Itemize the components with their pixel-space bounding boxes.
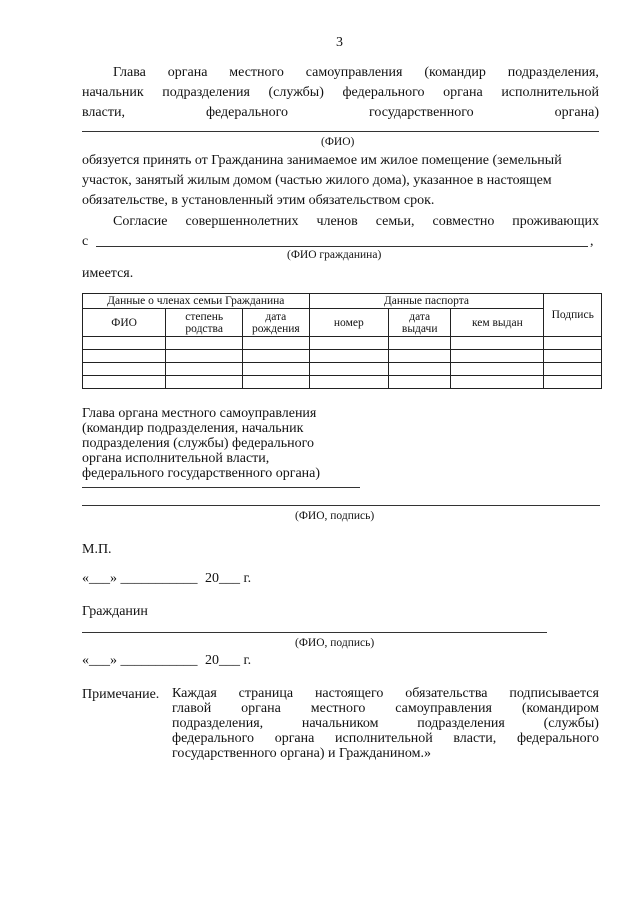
col-relation <box>166 309 243 337</box>
word: подразделения, <box>172 716 264 731</box>
table-row <box>83 376 602 389</box>
table-row <box>83 350 602 363</box>
consent-suffix: , <box>590 234 594 249</box>
word: Глава <box>113 65 146 80</box>
head-block <box>82 406 320 481</box>
col-relation-line-2: родства <box>185 322 223 335</box>
col-birth-line-2: рождения <box>251 322 300 335</box>
word: семьи, <box>375 214 415 229</box>
table-cell[interactable] <box>389 337 451 350</box>
word: местного <box>229 65 284 80</box>
word: исполнительной <box>335 731 433 746</box>
table-cell[interactable] <box>83 350 166 363</box>
head-line-1: Глава органа местного самоуправления <box>82 406 317 421</box>
table-cell[interactable] <box>309 350 389 363</box>
consent-available: имеется. <box>82 266 134 281</box>
table-cell[interactable] <box>451 337 544 350</box>
table-cell[interactable] <box>309 376 389 389</box>
word: начальник <box>82 85 144 100</box>
family-fio-caption: (ФИО гражданина) <box>287 249 382 261</box>
word: федерального <box>172 731 255 746</box>
word: страница <box>238 686 294 701</box>
table-cell[interactable] <box>83 337 166 350</box>
word: (командиром <box>521 701 599 716</box>
year-prefix: 20 <box>205 653 219 668</box>
word: исполнительной <box>501 85 599 100</box>
day-blank[interactable]: ___ <box>89 653 110 668</box>
citizen-label: Гражданин <box>82 604 148 619</box>
consent-line-1 <box>113 213 599 231</box>
day-blank[interactable]: ___ <box>89 571 110 586</box>
word: главой <box>172 701 212 716</box>
quote-close: » <box>110 653 117 668</box>
word: Согласие <box>113 214 168 229</box>
citizen-signature-caption: (ФИО, подпись) <box>295 637 375 649</box>
head-signature-line-2 <box>82 505 600 506</box>
passport-data-header: Данные паспорта <box>309 294 544 309</box>
word: государственного <box>368 105 474 120</box>
word: федерального <box>342 85 425 100</box>
head-line-3: подразделения (службы) федерального <box>82 436 315 451</box>
table-cell[interactable] <box>166 363 243 376</box>
col-number: номер <box>309 309 389 337</box>
word: местного <box>310 701 366 716</box>
word: органа <box>167 65 208 80</box>
month-blank[interactable]: ___________ <box>120 571 198 586</box>
col-fio: ФИО <box>83 309 166 337</box>
word: подразделения <box>417 716 505 731</box>
col-issue-date <box>389 309 451 337</box>
word: самоуправления <box>305 65 403 80</box>
table-cell[interactable] <box>544 337 602 350</box>
seal-placeholder: М.П. <box>82 542 112 557</box>
word: власти, <box>453 731 497 746</box>
word: проживающих <box>512 214 599 229</box>
note-line-5: государственного органа) и Гражданином.» <box>172 746 431 761</box>
year-suffix: г. <box>243 571 252 586</box>
word: органа) <box>554 105 599 120</box>
word: совместно <box>432 214 495 229</box>
word: органа <box>274 731 315 746</box>
page-number: 3 <box>336 35 343 50</box>
date-line-1 <box>82 570 251 588</box>
table-row <box>83 363 602 376</box>
word: совершеннолетних <box>185 214 299 229</box>
word: власти, <box>82 105 125 120</box>
word: членов <box>316 214 358 229</box>
word: органа <box>241 701 281 716</box>
intro-line-2 <box>82 84 599 102</box>
word: подписывается <box>509 686 599 701</box>
word: настоящего <box>314 686 384 701</box>
year-blank[interactable]: ___ <box>219 571 240 586</box>
note-label: Примечание. <box>82 687 160 702</box>
table-cell[interactable] <box>166 337 243 350</box>
table-cell[interactable] <box>389 376 451 389</box>
word: начальником <box>301 716 379 731</box>
word: (службы) <box>543 716 599 731</box>
family-data-header: Данные о членах семьи Гражданина <box>83 294 310 309</box>
citizen-signature-line <box>82 632 547 633</box>
family-fio-line <box>96 246 588 247</box>
word: федерального <box>516 731 599 746</box>
word: (службы) <box>268 85 324 100</box>
table-cell[interactable] <box>451 376 544 389</box>
quote-close: » <box>110 571 117 586</box>
head-line-5: федерального государственного органа) <box>82 466 321 481</box>
col-issue-line-2: выдачи <box>401 322 438 335</box>
date-line-2 <box>82 652 251 670</box>
table-cell[interactable] <box>83 376 166 389</box>
quote-open: « <box>82 653 89 668</box>
family-members-table <box>82 293 602 389</box>
year-prefix: 20 <box>205 571 219 586</box>
table-cell[interactable] <box>166 350 243 363</box>
word: самоуправления <box>395 701 492 716</box>
table-cell[interactable] <box>451 363 544 376</box>
consent-prefix: с <box>82 234 89 249</box>
word: (командир <box>424 65 486 80</box>
signature-header: Подпись <box>544 294 602 337</box>
table-cell[interactable] <box>309 363 389 376</box>
table-cell[interactable] <box>309 337 389 350</box>
col-relation-line-1: степень <box>185 310 224 323</box>
intro-line-1 <box>113 64 599 82</box>
table-cell[interactable] <box>544 350 602 363</box>
col-issued-by: кем выдан <box>451 309 544 337</box>
col-birth-line-1: дата <box>265 310 287 323</box>
table-cell[interactable] <box>243 350 309 363</box>
head-fio-line <box>82 131 599 132</box>
table-cell[interactable] <box>389 363 451 376</box>
word: органа <box>443 85 483 100</box>
head-signature-line-1 <box>82 487 360 488</box>
table-cell[interactable] <box>243 363 309 376</box>
table-cell[interactable] <box>243 376 309 389</box>
word: Каждая <box>172 686 217 701</box>
note-line-2 <box>172 701 599 716</box>
note-line-1 <box>172 686 599 701</box>
table-cell[interactable] <box>544 363 602 376</box>
year-blank[interactable]: ___ <box>219 653 240 668</box>
table-cell[interactable] <box>451 350 544 363</box>
note-line-3 <box>172 716 599 731</box>
word: обязательства <box>405 686 488 701</box>
word: подразделения, <box>507 65 599 80</box>
fio-caption: (ФИО) <box>321 136 355 148</box>
table-cell[interactable] <box>243 337 309 350</box>
obligation-line-3: обязательстве, в установленный этим обязательством срок. <box>82 193 435 208</box>
col-issue-line-1: дата <box>409 310 431 323</box>
obligation-line-2: участок, занятый жилым домом (частью жилого дома), указанное в настоящем <box>82 173 552 188</box>
head-signature-caption: (ФИО, подпись) <box>295 510 375 522</box>
col-birth-date <box>243 309 309 337</box>
table-cell[interactable] <box>544 376 602 389</box>
month-blank[interactable]: ___________ <box>120 653 198 668</box>
obligation-line-1: обязуется принять от Гражданина занимаемое им жилое помещение (земельный <box>82 153 562 168</box>
note-line-4 <box>172 731 599 746</box>
table-cell[interactable] <box>83 363 166 376</box>
quote-open: « <box>82 571 89 586</box>
year-suffix: г. <box>243 653 252 668</box>
table-cell[interactable] <box>389 350 451 363</box>
word: подразделения <box>162 85 250 100</box>
intro-line-3 <box>82 104 599 122</box>
table-cell[interactable] <box>166 376 243 389</box>
head-line-2: (командир подразделения, начальник <box>82 421 304 436</box>
word: федерального <box>205 105 288 120</box>
head-line-4: органа исполнительной власти, <box>82 451 270 466</box>
table-row <box>83 337 602 350</box>
